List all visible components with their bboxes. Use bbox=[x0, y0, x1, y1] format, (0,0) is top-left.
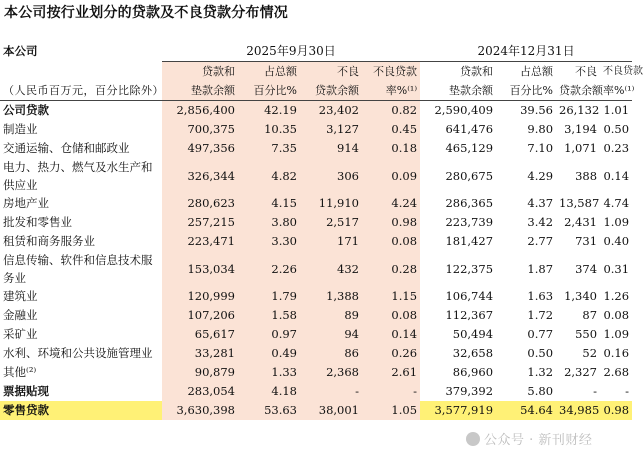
cell-2024-0: 223,739 bbox=[445, 215, 494, 229]
header-ratio-2024-l2: 率%⁽¹⁾ bbox=[603, 84, 635, 97]
cell-2024-2: 13,587 bbox=[559, 196, 600, 210]
table-row bbox=[0, 306, 632, 325]
cell-2025-0: 33,281 bbox=[162, 344, 238, 363]
cell-2025-2: 171 bbox=[300, 232, 362, 251]
table-row bbox=[0, 401, 632, 420]
cell-2025-0: 120,999 bbox=[162, 287, 238, 306]
cell-2025-1: 53.63 bbox=[238, 401, 300, 420]
row-label: 其他⁽²⁾ bbox=[3, 365, 37, 379]
cell-2025-3: 0.14 bbox=[362, 325, 420, 344]
cell-2025-0: 153,034 bbox=[162, 251, 238, 287]
cell-2024-1: 1.32 bbox=[527, 365, 554, 379]
cell-2025-2: 2,368 bbox=[300, 363, 362, 382]
table-row bbox=[0, 213, 632, 232]
cell-2025-1: 42.19 bbox=[238, 101, 300, 121]
loan-distribution-table bbox=[0, 42, 643, 420]
row-label: 零售贷款 bbox=[0, 401, 162, 420]
cell-2025-0: 3,630,398 bbox=[162, 401, 238, 420]
cell-2025-1: 7.35 bbox=[238, 139, 300, 158]
cell-2024-2: 3,194 bbox=[564, 122, 598, 136]
cell-2025-0: 700,375 bbox=[162, 120, 238, 139]
row-label: 金融业 bbox=[3, 308, 38, 322]
header-npl-2024-l1: 不良 bbox=[575, 65, 598, 78]
header-pct-2025-l2: 百分比% bbox=[238, 81, 300, 101]
header-ratio-2025-l2: 率%⁽¹⁾ bbox=[362, 81, 420, 101]
cell-2024-2: 388 bbox=[575, 168, 598, 183]
row-label: 公司贷款 bbox=[0, 101, 162, 121]
row-label: 电力、热力、燃气及水生产和供应业 bbox=[3, 160, 153, 192]
table-row bbox=[0, 232, 632, 251]
cell-2024-2: 52 bbox=[582, 346, 598, 360]
cell-2024-0: 50,494 bbox=[452, 327, 494, 341]
cell-2024-0: 112,367 bbox=[445, 308, 494, 322]
cell-2024-2: 374 bbox=[575, 261, 598, 276]
cell-2024-0: 465,129 bbox=[445, 141, 494, 155]
cell-2024-0: 379,392 bbox=[445, 384, 494, 398]
cell-2025-1: 0.49 bbox=[238, 344, 300, 363]
cell-2025-2: 94 bbox=[300, 325, 362, 344]
watermark: 公众号 · 新刊财经 bbox=[466, 429, 592, 448]
cell-2025-2: 89 bbox=[300, 306, 362, 325]
cell-2024-3: 1.09 bbox=[603, 327, 630, 341]
row-label: 交通运输、仓储和邮政业 bbox=[3, 141, 130, 155]
cell-2024-0: 181,427 bbox=[445, 234, 494, 248]
row-label: 票据贴现 bbox=[3, 384, 49, 398]
cell-2024-3: 0.31 bbox=[603, 261, 630, 276]
header-ratio-2024-l1: 不良贷款 bbox=[603, 66, 643, 77]
cell-2025-2: 38,001 bbox=[300, 401, 362, 420]
header-npl-2025-l2: 贷款余额 bbox=[300, 81, 362, 101]
cell-2024-3: 0.23 bbox=[603, 141, 630, 155]
cell-2024-2: 1,340 bbox=[564, 289, 598, 303]
header-pct-2024-l2: 百分比% bbox=[509, 84, 554, 97]
cell-2024-3: 1.09 bbox=[603, 215, 630, 229]
cell-2024-1: 5.80 bbox=[527, 384, 554, 398]
cell-2024-1: 9.80 bbox=[527, 122, 554, 136]
period-2024: 2024年12月31日 bbox=[420, 42, 632, 62]
header-pct-2025-l1: 占总额 bbox=[238, 62, 300, 82]
header-pct-2024-l1: 占总额 bbox=[520, 65, 554, 78]
cell-2025-3: 0.82 bbox=[362, 101, 420, 121]
table-row bbox=[0, 344, 632, 363]
cell-2025-0: 223,471 bbox=[162, 232, 238, 251]
cell-2025-2: 306 bbox=[300, 158, 362, 194]
row-label: 水利、环境和公共设施管理业 bbox=[3, 346, 153, 360]
header-loan-2024-l1: 贷款和 bbox=[460, 65, 494, 78]
cell-2024-3: 1.01 bbox=[600, 101, 632, 121]
cell-2025-3: 0.08 bbox=[362, 232, 420, 251]
cell-2024-3: 0.98 bbox=[600, 401, 632, 420]
cell-2024-1: 7.10 bbox=[527, 141, 554, 155]
cell-2024-0: 280,675 bbox=[445, 168, 494, 183]
cell-2025-1: 1.58 bbox=[238, 306, 300, 325]
cell-2024-2: 2,431 bbox=[564, 215, 598, 229]
cell-2025-1: 0.97 bbox=[238, 325, 300, 344]
cell-2025-2: 23,402 bbox=[300, 101, 362, 121]
cell-2025-0: 257,215 bbox=[162, 213, 238, 232]
table-row bbox=[0, 101, 632, 121]
cell-2024-1: 4.37 bbox=[527, 196, 554, 210]
company-label: 本公司 bbox=[3, 44, 38, 59]
cell-2025-0: 326,344 bbox=[162, 158, 238, 194]
cell-2025-1: 4.18 bbox=[238, 382, 300, 401]
cell-2024-2: 87 bbox=[582, 308, 598, 322]
header-loan-2025-l1: 贷款和 bbox=[162, 62, 238, 82]
cell-2024-3: 0.40 bbox=[603, 234, 630, 248]
cell-2025-2: 2,517 bbox=[300, 213, 362, 232]
header-ratio-2025-l1: 不良贷款 bbox=[362, 62, 420, 82]
header-loan-2025-l2: 垫款余额 bbox=[162, 81, 238, 101]
cell-2024-1: 2.77 bbox=[527, 234, 554, 248]
cell-2024-3: 2.68 bbox=[603, 365, 630, 379]
cell-2025-1: 1.33 bbox=[238, 363, 300, 382]
cell-2025-0: 497,356 bbox=[162, 139, 238, 158]
cell-2024-0: 641,476 bbox=[445, 122, 494, 136]
cell-2024-1: 1.72 bbox=[527, 308, 554, 322]
header-npl-2025-l1: 不良 bbox=[300, 62, 362, 82]
cell-2025-2: 3,127 bbox=[300, 120, 362, 139]
cell-2025-3: 4.24 bbox=[362, 194, 420, 213]
cell-2024-2: 2,327 bbox=[564, 365, 598, 379]
cell-2025-0: 107,206 bbox=[162, 306, 238, 325]
cell-2025-0: 65,617 bbox=[162, 325, 238, 344]
cell-2024-1: 3.42 bbox=[527, 215, 554, 229]
cell-2024-2: 34,985 bbox=[556, 401, 600, 420]
cell-2024-1: 0.50 bbox=[527, 346, 554, 360]
cell-2024-1: 1.87 bbox=[527, 261, 554, 276]
table-row bbox=[0, 363, 632, 382]
units-label: （人民币百万元，百分比除外） bbox=[3, 84, 164, 97]
cell-2024-1: 39.56 bbox=[496, 101, 556, 121]
cell-2024-0: 2,590,409 bbox=[420, 101, 496, 121]
cell-2024-0: 32,658 bbox=[452, 346, 494, 360]
cell-2025-0: 2,856,400 bbox=[162, 101, 238, 121]
cell-2025-3: 0.28 bbox=[362, 251, 420, 287]
cell-2024-3: 0.16 bbox=[603, 346, 630, 360]
cell-2025-1: 1.79 bbox=[238, 287, 300, 306]
period-2025: 2025年9月30日 bbox=[162, 42, 420, 62]
cell-2025-1: 4.15 bbox=[238, 194, 300, 213]
table-row bbox=[0, 382, 632, 401]
cell-2025-3: 0.45 bbox=[362, 120, 420, 139]
cell-2024-2: 26,132 bbox=[556, 101, 600, 121]
cell-2025-1: 3.30 bbox=[238, 232, 300, 251]
row-label: 房地产业 bbox=[3, 196, 49, 210]
cell-2024-1: 54.64 bbox=[496, 401, 556, 420]
table-row bbox=[0, 158, 632, 194]
cell-2025-1: 3.80 bbox=[238, 213, 300, 232]
header-npl-2024-l2: 贷款余额 bbox=[559, 84, 604, 97]
cell-2025-2: 11,910 bbox=[300, 194, 362, 213]
cell-2025-1: 10.35 bbox=[238, 120, 300, 139]
row-label: 建筑业 bbox=[3, 289, 38, 303]
wechat-icon bbox=[466, 432, 480, 446]
cell-2025-0: 280,623 bbox=[162, 194, 238, 213]
cell-2025-3: 0.26 bbox=[362, 344, 420, 363]
cell-2024-2: 550 bbox=[575, 327, 598, 341]
cell-2025-3: - bbox=[362, 382, 420, 401]
cell-2024-1: 4.29 bbox=[527, 168, 554, 183]
cell-2024-1: 1.63 bbox=[527, 289, 554, 303]
cell-2025-3: 1.15 bbox=[362, 287, 420, 306]
cell-2025-2: 914 bbox=[300, 139, 362, 158]
cell-2024-0: 286,365 bbox=[445, 196, 494, 210]
cell-2024-0: 122,375 bbox=[445, 261, 494, 276]
header-loan-2024-l2: 垫款余额 bbox=[449, 84, 494, 97]
table-row bbox=[0, 251, 632, 287]
table-row bbox=[0, 325, 632, 344]
cell-2025-3: 0.98 bbox=[362, 213, 420, 232]
cell-2024-3: 0.08 bbox=[603, 308, 630, 322]
cell-2024-3: - bbox=[625, 384, 630, 398]
cell-2024-2: 1,071 bbox=[564, 141, 598, 155]
cell-2024-3: 1.26 bbox=[603, 289, 630, 303]
row-label: 信息传输、软件和信息技术服务业 bbox=[3, 253, 153, 285]
cell-2025-3: 0.18 bbox=[362, 139, 420, 158]
cell-2025-0: 283,054 bbox=[162, 382, 238, 401]
cell-2025-2: 86 bbox=[300, 344, 362, 363]
cell-2024-0: 3,577,919 bbox=[420, 401, 496, 420]
cell-2025-3: 0.08 bbox=[362, 306, 420, 325]
cell-2024-3: 0.50 bbox=[603, 122, 630, 136]
cell-2024-1: 0.77 bbox=[527, 327, 554, 341]
row-label: 制造业 bbox=[3, 122, 38, 136]
cell-2025-1: 2.26 bbox=[238, 251, 300, 287]
cell-2024-2: 731 bbox=[575, 234, 598, 248]
table-row bbox=[0, 139, 632, 158]
table-row bbox=[0, 194, 632, 213]
cell-2024-0: 106,744 bbox=[445, 289, 494, 303]
table-row bbox=[0, 120, 632, 139]
row-label: 租赁和商务服务业 bbox=[3, 234, 95, 248]
cell-2025-1: 4.82 bbox=[238, 158, 300, 194]
cell-2024-2: - bbox=[593, 384, 598, 398]
cell-2025-2: 432 bbox=[300, 251, 362, 287]
cell-2024-3: 4.74 bbox=[603, 196, 630, 210]
cell-2024-0: 86,960 bbox=[452, 365, 494, 379]
page-title: 本公司按行业划分的贷款及不良贷款分布情况 bbox=[4, 5, 288, 21]
cell-2025-2: 1,388 bbox=[300, 287, 362, 306]
row-label: 批发和零售业 bbox=[3, 215, 72, 229]
cell-2025-0: 90,879 bbox=[162, 363, 238, 382]
cell-2025-3: 0.09 bbox=[362, 158, 420, 194]
row-label: 采矿业 bbox=[3, 327, 38, 341]
cell-2025-2: - bbox=[300, 382, 362, 401]
cell-2025-3: 2.61 bbox=[362, 363, 420, 382]
table-row bbox=[0, 287, 632, 306]
cell-2024-3: 0.14 bbox=[603, 168, 630, 183]
cell-2025-3: 1.05 bbox=[362, 401, 420, 420]
